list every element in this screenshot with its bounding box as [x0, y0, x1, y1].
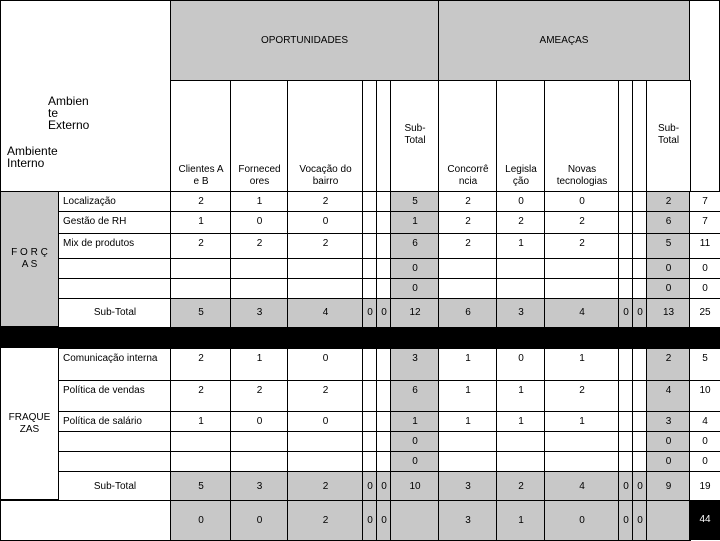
threat-value-cell: 4 [646, 380, 691, 412]
opportunities-header [170, 0, 439, 81]
threat-value-cell: 1 [496, 411, 546, 432]
opportunity-value-cell: 2 [170, 348, 232, 381]
threat-value-cell: 0 [496, 348, 546, 381]
opportunity-value-cell: 1 [390, 411, 440, 432]
row-label [58, 451, 172, 472]
threat-value-cell [544, 431, 620, 452]
threat-value-cell [438, 451, 498, 472]
row-label: Política de vendas [58, 380, 172, 412]
threat-value-cell: 3 [438, 471, 498, 502]
row-total-cell: 5 [689, 348, 720, 381]
threat-value-cell: 2 [646, 348, 691, 381]
forcas-group-label [0, 191, 59, 327]
opportunity-value-cell [287, 258, 364, 279]
threat-value-cell: 1 [438, 411, 498, 432]
row-total-cell: 0 [689, 451, 720, 472]
row-total-cell: 10 [689, 380, 720, 412]
opportunity-value-cell [287, 431, 364, 452]
row-label: Comunicação interna [58, 348, 172, 381]
opportunity-value-cell: 12 [390, 298, 440, 328]
threat-value-cell: 4 [544, 471, 620, 502]
threat-value-cell: 0 [632, 471, 648, 502]
opportunity-value-cell: 1 [170, 411, 232, 432]
opportunity-value-cell: 10 [390, 471, 440, 502]
total-column-header [689, 0, 720, 192]
threat-column-header: Legisla ção [496, 80, 546, 192]
subtotal-label: Sub-Total [58, 298, 172, 328]
threat-value-cell: 1 [544, 411, 620, 432]
threat-value-cell: 2 [544, 380, 620, 412]
final-opportunity-cell: 0 [230, 500, 289, 541]
threat-value-cell: 0 [646, 431, 691, 452]
threat-value-cell: 0 [496, 191, 546, 212]
opportunity-value-cell: 0 [376, 471, 392, 502]
threat-column-header: Sub- Total [646, 80, 691, 192]
threat-value-cell: 2 [438, 233, 498, 259]
opportunity-value-cell: 5 [390, 191, 440, 212]
opportunity-value-cell: 0 [390, 278, 440, 299]
row-label [58, 258, 172, 279]
opportunity-value-cell: 0 [287, 411, 364, 432]
opportunity-value-cell: 0 [230, 411, 289, 432]
fraquezas-group-label [0, 347, 59, 500]
opportunity-value-cell: 6 [390, 233, 440, 259]
opportunity-value-cell: 1 [230, 191, 289, 212]
opportunity-value-cell: 1 [170, 211, 232, 234]
opportunity-value-cell: 0 [287, 211, 364, 234]
opportunity-value-cell: 0 [287, 348, 364, 381]
row-total-cell: 0 [689, 258, 720, 279]
final-row-blank [0, 500, 172, 541]
row-label: Política de salário [58, 411, 172, 432]
fraquezas-label-text: FRAQUE ZAS [8, 411, 51, 435]
row-total-cell: 7 [689, 191, 720, 212]
final-opportunity-cell: 0 [362, 500, 378, 541]
threat-value-cell: 1 [496, 233, 546, 259]
opportunity-value-cell [230, 278, 289, 299]
opportunity-value-cell [287, 278, 364, 299]
final-threat-cell: 0 [544, 500, 620, 541]
opportunity-value-cell: 3 [230, 471, 289, 502]
row-label [58, 278, 172, 299]
threat-value-cell: 3 [496, 298, 546, 328]
threat-value-cell: 0 [646, 258, 691, 279]
opportunity-value-cell [230, 258, 289, 279]
threat-value-cell: 5 [646, 233, 691, 259]
opportunity-value-cell [170, 258, 232, 279]
row-label: Mix de produtos [58, 233, 172, 259]
opportunity-value-cell: 0 [390, 451, 440, 472]
internal-environment-label: Ambiente Interno [7, 144, 58, 170]
opportunity-value-cell: 2 [287, 471, 364, 502]
threat-value-cell: 2 [646, 191, 691, 212]
opportunity-value-cell [170, 431, 232, 452]
opportunity-value-cell: 0 [390, 258, 440, 279]
grand-total-cell: 44 [689, 500, 720, 540]
opportunities-label: OPORTUNIDADES [260, 34, 349, 46]
row-label: Gestão de RH [58, 211, 172, 234]
threat-value-cell: 0 [544, 191, 620, 212]
threat-value-cell [496, 451, 546, 472]
threats-label: AMEAÇAS [539, 34, 589, 46]
opportunity-value-cell: 2 [170, 233, 232, 259]
threat-value-cell [496, 431, 546, 452]
threat-value-cell: 0 [646, 451, 691, 472]
threat-value-cell [438, 431, 498, 452]
threat-value-cell: 2 [544, 233, 620, 259]
threat-value-cell: 6 [438, 298, 498, 328]
opportunity-value-cell [287, 451, 364, 472]
row-total-cell: 25 [689, 298, 720, 328]
opportunity-value-cell: 6 [390, 380, 440, 412]
final-opportunity-cell: 2 [287, 500, 364, 541]
threat-value-cell: 2 [544, 211, 620, 234]
opportunity-value-cell: 5 [170, 298, 232, 328]
opportunity-column-header: Clientes A e B [170, 80, 232, 192]
row-total-cell: 4 [689, 411, 720, 432]
threat-value-cell: 0 [646, 278, 691, 299]
threat-value-cell: 4 [544, 298, 620, 328]
opportunity-value-cell: 2 [287, 191, 364, 212]
threats-header [438, 0, 690, 81]
final-opportunity-cell: 0 [170, 500, 232, 541]
row-label: Localização [58, 191, 172, 212]
final-threat-cell: 0 [632, 500, 648, 541]
forcas-label-text: F O R Ç A S [11, 247, 48, 270]
final-opportunity-cell: 0 [376, 500, 392, 541]
threat-value-cell [438, 278, 498, 299]
opportunity-value-cell [170, 451, 232, 472]
row-total-cell: 0 [689, 278, 720, 299]
opportunity-value-cell: 1 [230, 348, 289, 381]
opportunity-column-header: Vocação do bairro [287, 80, 364, 192]
threat-column-header: Novas tecnologias [544, 80, 620, 192]
opportunity-value-cell: 0 [362, 298, 378, 328]
opportunity-value-cell: 2 [230, 380, 289, 412]
opportunity-value-cell: 0 [376, 298, 392, 328]
opportunity-value-cell: 2 [287, 233, 364, 259]
final-threat-cell: 0 [618, 500, 634, 541]
threat-value-cell: 1 [438, 380, 498, 412]
subtotal-label: Sub-Total [58, 471, 172, 502]
opportunity-value-cell: 0 [362, 471, 378, 502]
opportunity-column-header: Sub- Total [390, 80, 440, 192]
opportunity-value-cell: 5 [170, 471, 232, 502]
threat-value-cell: 1 [544, 348, 620, 381]
threat-value-cell [438, 258, 498, 279]
opportunity-value-cell: 2 [170, 380, 232, 412]
opportunity-column-header: Forneced ores [230, 80, 289, 192]
opportunity-value-cell: 2 [230, 233, 289, 259]
threat-value-cell: 3 [646, 411, 691, 432]
final-threat-cell: 3 [438, 500, 498, 541]
final-threat-cell: 1 [496, 500, 546, 541]
final-threat-cell [646, 500, 691, 541]
final-opportunity-cell [390, 500, 440, 541]
opportunity-value-cell: 3 [390, 348, 440, 381]
opportunity-value-cell [230, 431, 289, 452]
opportunity-value-cell [230, 451, 289, 472]
opportunity-value-cell: 0 [390, 431, 440, 452]
threat-value-cell: 2 [438, 191, 498, 212]
opportunity-value-cell: 2 [287, 380, 364, 412]
threat-value-cell: 0 [632, 298, 648, 328]
opportunity-value-cell [170, 278, 232, 299]
threat-value-cell: 1 [496, 380, 546, 412]
threat-value-cell: 2 [496, 211, 546, 234]
row-total-cell: 19 [689, 471, 720, 502]
opportunity-value-cell: 4 [287, 298, 364, 328]
threat-value-cell [544, 258, 620, 279]
threat-column-header: Concorrê ncia [438, 80, 498, 192]
opportunity-value-cell: 0 [230, 211, 289, 234]
threat-value-cell: 1 [438, 348, 498, 381]
threat-value-cell [496, 278, 546, 299]
row-total-cell: 11 [689, 233, 720, 259]
threat-value-cell [544, 451, 620, 472]
row-total-cell: 7 [689, 211, 720, 234]
threat-value-cell: 2 [438, 211, 498, 234]
opportunity-value-cell: 3 [230, 298, 289, 328]
opportunity-value-cell: 2 [170, 191, 232, 212]
separator-bar [0, 327, 720, 348]
row-total-cell: 0 [689, 431, 720, 452]
threat-value-cell [496, 258, 546, 279]
opportunity-value-cell: 1 [390, 211, 440, 234]
threat-value-cell: 2 [496, 471, 546, 502]
external-environment-label: Ambien te Externo [48, 94, 90, 132]
threat-value-cell: 0 [618, 298, 634, 328]
threat-value-cell [544, 278, 620, 299]
row-label [58, 431, 172, 452]
threat-value-cell: 0 [618, 471, 634, 502]
threat-value-cell: 9 [646, 471, 691, 502]
threat-value-cell: 6 [646, 211, 691, 234]
threat-value-cell: 13 [646, 298, 691, 328]
